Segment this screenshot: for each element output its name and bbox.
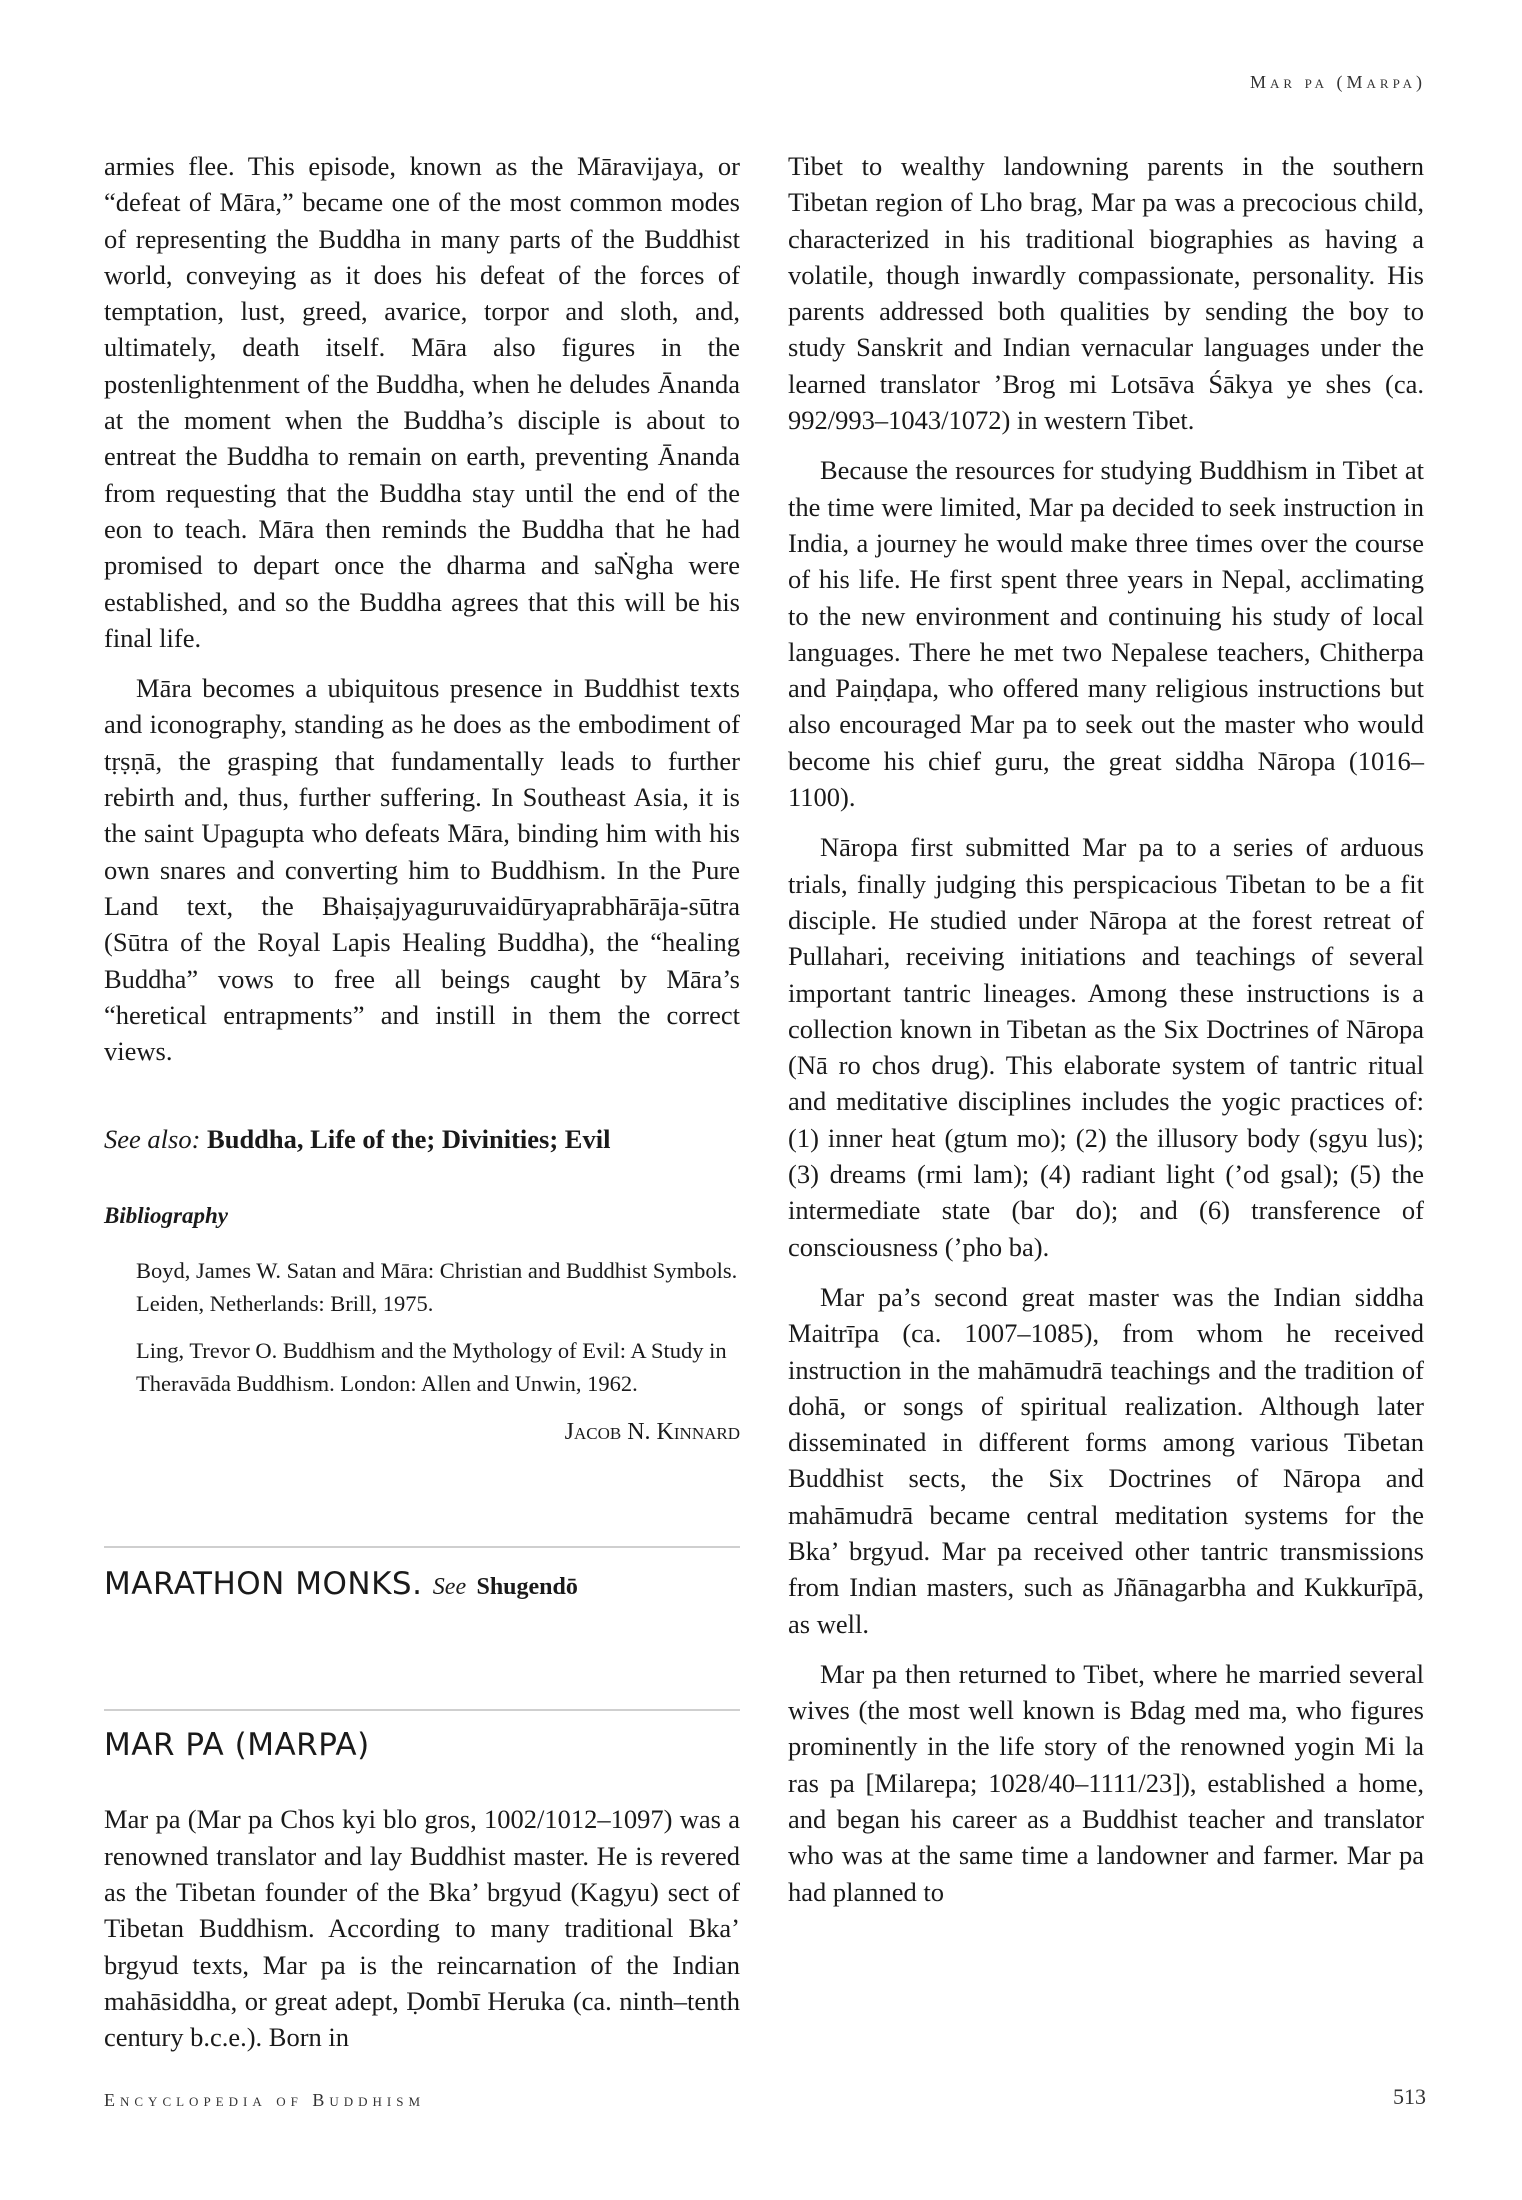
see-also-links[interactable]: Buddha, Life of the; Divinities; Evil: [207, 1124, 611, 1155]
footer-book-title: Encyclopedia of Buddhism: [104, 2090, 426, 2110]
author-signature: Jacob N. Kinnard: [564, 1419, 740, 1446]
page-number: 513: [1393, 2084, 1426, 2109]
entry-title-text: MARATHON MONKS.: [104, 1566, 423, 1603]
entry-divider: [104, 1546, 740, 1548]
bibliography-entry: Boyd, James W. Satan and Māra: Christian and Buddhist Symbols. Leiden, Netherlands: Brill, 1975.: [136, 1258, 738, 1317]
paragraph: Nāropa first submitted Mar pa to a series of arduous trials, finally judging this perspicacious Tibetan to be a fit disciple. He studied under Nāropa at the forest retreat of Pullahari, receiving initiations and teachings of several important tantric lineages. Among these instructions is a collection known in Tibetan as the Six Doctrines of Nāropa (Nā ro chos drug). This elaborate system of tantric ritual and meditative disciplines includes the yogic practices of: (1) inner heat (gtum mo); (2) the illusory body (sgyu lus); (3) dreams (rmi lam); (4) radiant light (’od gsal); (5) the intermediate state (bar do); and (6) transference of consciousness (’pho ba).: [788, 832, 1424, 1262]
entry-title-mar-pa: MAR PA (MARPA): [104, 1727, 370, 1764]
paragraph: Mar pa then returned to Tibet, where he married several wives (the most well known is Bdag med ma, who figures prominently in the life story of the renowned yogin Mi la ras pa [Milarepa; 1028/40–1111/23]), established a home, and began his career as a Buddhist teacher and translator who was at the same time a landowner and farmer. Mar pa had planned to: [788, 1658, 1424, 1907]
running-head: Mar pa (Marpa): [1250, 72, 1426, 92]
bibliography-heading: Bibliography: [104, 1202, 228, 1228]
see-also-label: See also:: [104, 1124, 201, 1155]
paragraph: Because the resources for studying Buddhism in Tibet at the time were limited, Mar pa decided to seek instruction in India, a journey he would make three times over the course of his life. He first spent three years in Nepal, acclimating to the new environment and continuing his study of local languages. There he met two Nepalese teachers, Chitherpa and Paiṇḍapa, who offered many religious instructions but also encouraged Mar pa to seek out the master who would become his chief guru, the great siddha Nāropa (1016–1100).: [788, 455, 1424, 813]
see-label: See: [432, 1574, 467, 1601]
bibliography-entry: Ling, Trevor O. Buddhism and the Mythology of Evil: A Study in Theravāda Buddhism. London: Allen and Unwin, 1962.: [136, 1338, 727, 1397]
entry-divider: [104, 1709, 740, 1711]
paragraph: Mar pa (Mar pa Chos kyi blo gros, 1002/1012–1097) was a renowned translator and lay Buddhist master. He is revered as the Tibetan founder of the Bka’ brgyud (Kagyu) sect of Tibetan Buddhism. According to many traditional Bka’ brgyud texts, Mar pa is the reincarnation of the Indian mahāsiddha, or great adept, Ḍombī Heruka (ca. ninth–tenth century b.c.e.). Born in: [104, 1804, 740, 2053]
left-column: [104, 148, 740, 2069]
paragraph: Mar pa’s second great master was the Indian siddha Maitrīpa (ca. 1007–1085), from whom he received instruction in the mahāmudrā teachings and the tradition of dohā, or songs of spiritual realization. Although later disseminated in different forms among various Tibetan Buddhist sects, the Six Doctrines of Nāropa and mahāmudrā became central meditation systems for the Bka’ brgyud. Mar pa received other tantric transmissions from Indian masters, such as Jñānagarbha and Kukkurīpā, as well.: [788, 1281, 1424, 1639]
right-column: [788, 148, 1424, 1924]
cross-reference-link[interactable]: Shugendō: [476, 1574, 578, 1601]
paragraph: Māra becomes a ubiquitous presence in Buddhist texts and iconography, standing as he does as the embodiment of tṛṣṇā, the grasping that fundamentally leads to further rebirth and, thus, further suffering. In Southeast Asia, it is the saint Upagupta who defeats Māra, binding him with his own snares and converting him to Buddhism. In the Pure Land text, the Bhaiṣajyaguruvaidūryaprabhārāja-sūtra (Sūtra of the Royal Lapis Healing Buddha), the “healing Buddha” vows to free all beings caught by Māra’s “heretical entrapments” and instill in them the correct views.: [104, 673, 740, 1067]
paragraph: Tibet to wealthy landowning parents in the southern Tibetan region of Lho brag, Mar pa was a precocious child, characterized in his traditional biographies as having a volatile, though inwardly compassionate, personality. His parents addressed both qualities by sending the boy to study Sanskrit and Indian vernacular languages under the learned translator ’Brog mi Lotsāva Śākya ye shes (ca. 992/993–1043/1072) in western Tibet.: [788, 151, 1424, 436]
entry-title-marathon-monks: [104, 1564, 740, 1607]
see-also: [104, 1121, 740, 1157]
paragraph: armies flee. This episode, known as the Māravijaya, or “defeat of Māra,” became one of the most common modes of representing the Buddha in many parts of the Buddhist world, conveying as it does his defeat of the forces of temptation, lust, greed, avarice, torpor and sloth, and, ultimately, death itself. Māra also figures in the postenlightenment of the Buddha, when he deludes Ānanda at the moment when the Buddha’s disciple is about to entreat the Buddha to remain on earth, preventing Ānanda from requesting that the Buddha stay until the end of the eon to teach. Māra then reminds the Buddha that he had promised to depart once the dharma and saṄgha were established, and so the Buddha agrees that this will be his final life.: [104, 151, 740, 653]
